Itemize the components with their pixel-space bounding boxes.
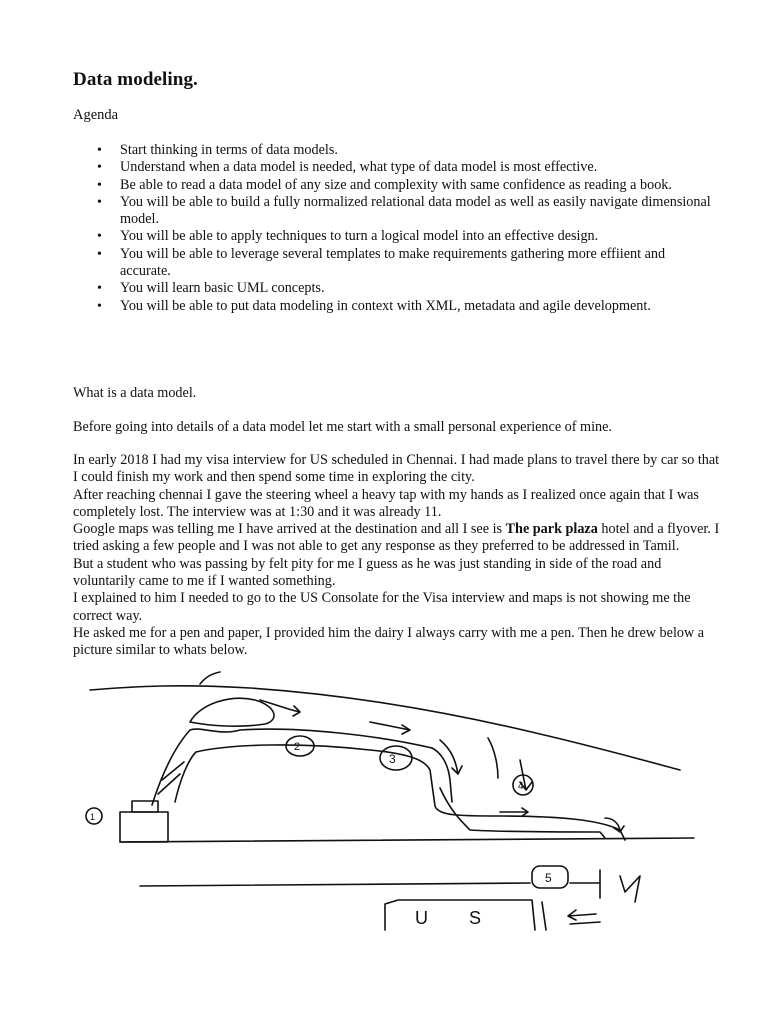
road-line <box>90 686 680 770</box>
marker-label: 2 <box>294 741 301 753</box>
arrow-icon <box>260 700 300 716</box>
arrow-icon <box>568 910 600 924</box>
road-line <box>175 745 625 840</box>
intro-paragraph: Before going into details of a data model let me start with a small personal experience of mine. <box>73 419 612 435</box>
road-line <box>152 729 432 805</box>
hotel-name: The park plaza <box>505 521 598 538</box>
story-text <box>73 452 723 660</box>
arrow-icon <box>200 672 220 684</box>
story-text-span: Google maps was telling me I have arrived at the destination and all I see is <box>73 521 506 538</box>
agenda-item: • You will be able to put data modeling in context with XML, metadata and agile development. <box>73 298 713 315</box>
marker-3 <box>380 746 412 770</box>
road-line <box>432 748 605 838</box>
agenda-item: • Understand when a data model is needed, what type of data model is most effective. <box>73 159 713 176</box>
marker-label: 5 <box>545 871 552 885</box>
hand-drawn-map <box>80 670 700 970</box>
marker-label: 4 <box>518 781 524 792</box>
road-line <box>120 838 694 842</box>
story-paragraph <box>73 521 723 556</box>
story-paragraph: I explained to him I needed to go to the US Consolate for the Visa interview and maps is not showing me the correct way. <box>73 590 691 624</box>
story-paragraph: After reaching chennai I gave the steering wheel a heavy tap with my hands as I realized once again that I was completely lost. The interview was at 1:30 and it was already 11. <box>73 486 699 520</box>
arrow-icon <box>370 722 410 734</box>
flyover-loop <box>190 698 274 726</box>
agenda-list <box>73 142 713 315</box>
agenda-item: • You will be able to leverage several templates to make requirements gathering more effiient and accurate. <box>73 246 713 281</box>
agenda-item: • You will be able to apply techniques to turn a logical model into an effective design. <box>73 228 713 245</box>
arrow-icon <box>500 808 528 816</box>
building-top <box>132 801 158 812</box>
arrow-icon <box>488 738 498 778</box>
agenda-item: • You will be able to build a fully normalized relational data model as well as easily navigate dimensional model. <box>73 194 713 229</box>
us-label: U S <box>415 908 500 928</box>
story-paragraph: But a student who was passing by felt pity for me I guess as he was just standing in side of the road and voluntarily came to me if I wanted something. <box>73 555 662 590</box>
story-text-span: hotel and a flyover. I tried asking a few people and I was not able to get any response as they preferred to be addressed in Tamil. <box>73 521 720 555</box>
marker-label: 1 <box>90 812 96 822</box>
road-line <box>140 883 600 886</box>
story-paragraph: He asked me for a pen and paper, I provided him the dairy I always carry with me a pen. Then he drew below a picture similar to whats below. <box>73 624 705 659</box>
story-paragraph: In early 2018 I had my visa interview for US scheduled in Chennai. I had made plans to travel there by car so that I could finish my work and then spend some time in exploring the city. <box>73 452 720 486</box>
road-line <box>600 870 640 902</box>
agenda-label: Agenda <box>73 107 119 123</box>
road-line <box>542 902 546 930</box>
marker-label: 3 <box>389 752 396 766</box>
document-title: Data modeling. <box>73 69 198 90</box>
agenda-item: • You will learn basic UML concepts. <box>73 280 713 297</box>
section-heading: What is a data model. <box>73 385 197 401</box>
agenda-item: • Start thinking in terms of data models. <box>73 142 713 159</box>
agenda-item: • Be able to read a data model of any size and complexity with same confidence as reading a book. <box>73 177 713 194</box>
building <box>120 812 168 842</box>
